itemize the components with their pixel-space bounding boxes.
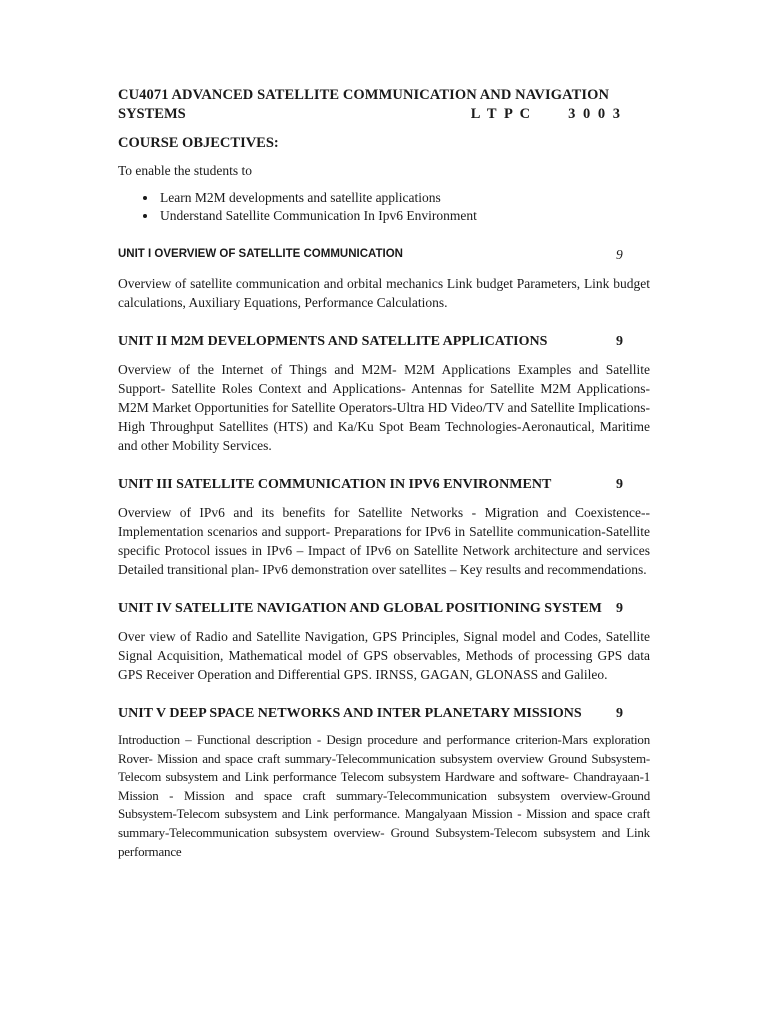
ltpc-block	[471, 105, 650, 124]
course-title-line2: SYSTEMS	[118, 106, 186, 122]
unit-4-hours: 9	[616, 601, 623, 616]
unit-5-title: UNIT V DEEP SPACE NETWORKS AND INTER PLANETARY MISSIONS	[118, 706, 582, 721]
objectives-list	[118, 189, 650, 225]
unit-3-title: UNIT III SATELLITE COMMUNICATION IN IPV6 ENVIRONMENT	[118, 477, 552, 492]
unit-3-heading	[118, 475, 650, 494]
ltpc-label: L T P C	[470, 106, 533, 122]
unit-4-description: Over view of Radio and Satellite Navigation, GPS Principles, Signal model and Codes, Satellite Signal Acquisition, Mathematical model of GPS observables, Methods of processing GPS data GPS Receiver Operation and Differential GPS. IRNSS, GAGAN, GLONASS and Galileo.	[118, 629, 650, 682]
unit-1-description: Overview of satellite communication and orbital mechanics Link budget Parameters, Link budget calculations, Auxiliary Equations, Performance Calculations.	[118, 276, 650, 310]
unit-5-description: Introduction – Functional description - Design procedure and performance criterion-Mars exploration Rover- Mission and space craft summary-Telecommunication subsystem overview Ground Subsystem-Telecom subsystem and Link performance Telecom subsystem Hardware and software- Chandrayaan-1 Mission - Mission and space craft summary-Telecommunication subsystem overview-Ground Subsystem-Telecom subsystem and Link performance. Mangalyaan Mission - Mission and space craft summary-Telecommunication subsystem overview- Ground Subsystem-Telecom subsystem and Link performance	[118, 732, 650, 859]
objective-item: • Learn M2M developments and satellite applications	[158, 189, 650, 207]
unit-5-hours: 9	[616, 706, 623, 721]
unit-2-title: UNIT II M2M DEVELOPMENTS AND SATELLITE APPLICATIONS	[118, 334, 548, 349]
ltpc-value: 3 0 0 3	[568, 106, 622, 122]
unit-3-hours: 9	[616, 477, 623, 492]
unit-2-description: Overview of the Internet of Things and M2M- M2M Applications Examples and Satellite Support- Satellite Roles Context and Applications- Antennas for Satellite M2M Applications-M2M Market Opportunities for Satellite Operators-Ultra HD Video/TV and Satellite Implications-High Throughput Satellites (HTS) and Ka/Ku Spot Beam Technologies-Aeronautical, Maritime and other Mobility Services.	[118, 362, 650, 453]
course-title-line1: CU4071 ADVANCED SATELLITE COMMUNICATION AND NAVIGATION	[118, 87, 610, 103]
document-page	[118, 86, 650, 861]
unit-5-heading	[118, 704, 650, 723]
unit-3-description: Overview of IPv6 and its benefits for Satellite Networks - Migration and Coexistence--Implementation scenarios and support- Preparations for IPv6 in Satellite communication-Satellite specific Protocol issues in IPv6 – Impact of IPv6 on Satellite Network architecture and services Detailed transitional plan- IPv6 demonstration over satellites – Key results and recommendations.	[118, 505, 650, 577]
objectives-heading: COURSE OBJECTIVES:	[118, 135, 279, 151]
objectives-intro: To enable the students to	[118, 163, 253, 178]
unit-4-title: UNIT IV SATELLITE NAVIGATION AND GLOBAL POSITIONING SYSTEM	[118, 601, 602, 616]
unit-2-hours: 9	[616, 334, 623, 349]
unit-1-heading	[118, 245, 650, 264]
course-title-row2	[118, 105, 650, 124]
unit-4-heading	[118, 599, 650, 618]
unit-1-hours: 9	[616, 247, 623, 262]
unit-2-heading	[118, 332, 650, 351]
objective-item: • Understand Satellite Communication In Ipv6 Environment	[158, 207, 650, 225]
unit-1-title: UNIT I OVERVIEW OF SATELLITE COMMUNICATION	[118, 248, 403, 260]
